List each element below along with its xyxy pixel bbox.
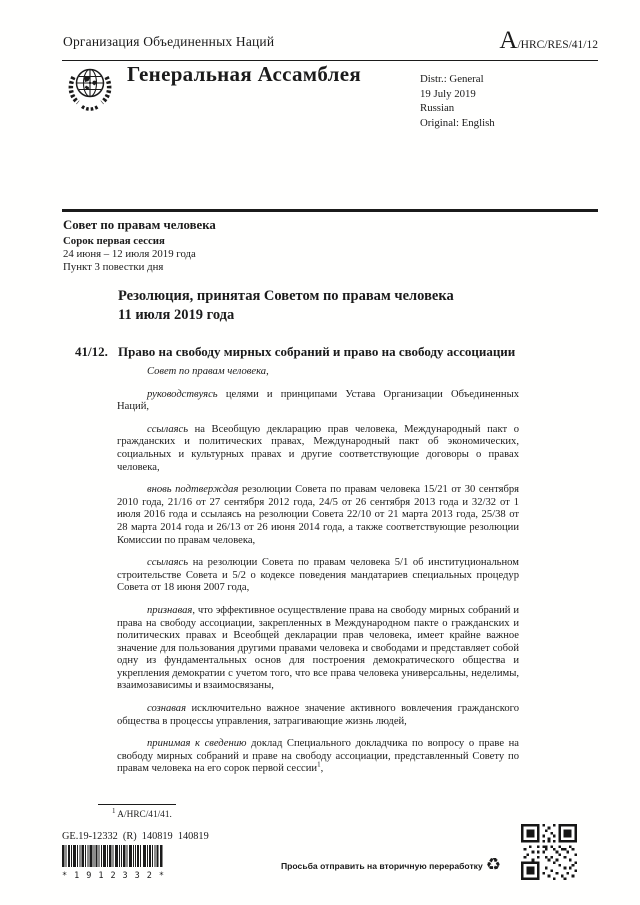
paragraph-lead: ссылаясь (147, 423, 189, 435)
paragraph-lead: ссылаясь (147, 557, 189, 569)
preamble-paragraph (117, 703, 519, 728)
barcode-icon (62, 845, 164, 867)
resolution-heading-line1: Резолюция, принятая Советом по правам человека (118, 288, 454, 304)
paragraph-lead: вновь подтверждая (147, 484, 239, 496)
un-emblem-icon (64, 64, 116, 121)
barcode-char: 2 (110, 871, 116, 881)
barcode-char: 2 (146, 871, 152, 881)
paragraph-lead: принимая к сведению (147, 738, 247, 750)
footnote (112, 806, 172, 820)
paragraph-text: , (266, 366, 269, 377)
barcode-char: 3 (134, 871, 140, 881)
distribution-block (420, 72, 495, 130)
header-divider-thick (62, 209, 598, 212)
language-line: Russian (420, 102, 455, 114)
session-dates: 24 июня – 12 июля 2019 года (63, 248, 196, 260)
paragraph-text: на резолюции Совета по правам человека 5/1 об институциональном строительстве Совета и 5/2 о кодексе поведения мандатариев специальных процедур Совета от 18 июня 2007 года, (117, 557, 519, 594)
agenda-item: Пункт 3 повестки дня (63, 261, 164, 273)
resolution-title: Право на свободу мирных собраний и право на свободу ассоциации (118, 344, 516, 359)
ge-document-number: GE.19-12332 (R) 140819 140819 (62, 831, 209, 842)
barcode-text (62, 871, 164, 881)
barcode-char: 9 (86, 871, 92, 881)
barcode-char: 1 (74, 871, 80, 881)
recycle-icon: ♻ (485, 855, 502, 875)
resolution-preamble (117, 366, 519, 786)
paragraph-text: целями и принципами Устава Организации Объединенных Наций, (117, 388, 519, 413)
session-name: Сорок первая сессия (63, 235, 165, 247)
resolution-number: 41/12. (75, 344, 108, 359)
barcode (62, 845, 164, 881)
preamble-paragraph (117, 424, 519, 474)
preamble-paragraph (117, 605, 519, 693)
paragraph-lead: руководствуясь (147, 388, 218, 400)
distr-line: Distr.: General (420, 73, 484, 85)
recycle-note-text: Просьба отправить на вторичную переработку (281, 860, 483, 871)
footnote-text: A/HRC/41/41. (115, 810, 172, 820)
barcode-char: * (158, 871, 164, 881)
preamble-paragraph (117, 484, 519, 547)
paragraph-lead: сознавая (147, 703, 187, 715)
assembly-title: Генеральная Ассамблея (127, 62, 362, 86)
paragraph-text: резолюции Совета по правам человека 15/21 от 30 сентября 2010 года, 21/16 от 27 сентября 2012 года, 24/5 от 26 сентября 2013 года и 32/32 от 1 июля 2016 года и ссылаясь на резолюции Совета 22/10 от 21 марта 2013 года, 25/38 от 28 марта 2014 года и 26/13 от 26 июня 2014 года, а также соответствующие резолюции Комиссии по правам человека, (117, 484, 520, 546)
original-language-line: Original: English (420, 116, 495, 129)
preamble-paragraph (117, 557, 519, 595)
resolution-heading (118, 287, 454, 325)
paragraph-text: , что эффективное осуществление права на свободу мирных собраний и права на свободу ассоциации, закрепленных в Международном пакте о гражданских и политических правах и Всеобщей декларации прав человека, имеет крайне важное значение для пользования другими правами человека и свободами и представляет собой одну из фундаментальных основ для построения демократического общества и укрепления демократии с учетом того, что все права человека универсальны, неделимы, взаимозависимы и взаимосвязаны, (117, 604, 519, 692)
document-symbol-number: /HRC/RES/41/12 (517, 39, 598, 51)
barcode-char: 1 (98, 871, 104, 881)
organization-name: Организация Объединенных Наций (63, 34, 275, 49)
paragraph-text: на Всеобщую декларацию прав человека, Международный пакт о гражданских и политических правах, Международный пакт об экономических, социальных и культурных правах и другие соответствующие договоры о правах человека, (117, 423, 519, 473)
preamble-paragraph (117, 389, 519, 414)
qr-code-icon (521, 824, 577, 885)
recycle-notice (281, 857, 501, 874)
paragraph-text: исключительно важное значение активного вовлечения гражданского общества в процессы управления, затрагивающие жизнь людей, (117, 703, 519, 727)
preamble-paragraph (117, 738, 519, 776)
resolution-heading-line2: 11 июля 2019 года (118, 307, 235, 323)
header-divider-thin (62, 60, 598, 61)
barcode-char: 3 (122, 871, 128, 881)
date-line: 19 July 2019 (420, 87, 476, 100)
footnote-marker: 1 (112, 806, 116, 815)
footnote-reference: 1 (317, 760, 321, 769)
council-name: Совет по правам человека (63, 218, 216, 232)
resolution-title-row (75, 344, 565, 360)
preamble-paragraph (117, 366, 519, 379)
document-symbol (499, 27, 598, 55)
paragraph-tail: , (320, 763, 324, 775)
barcode-char: * (62, 871, 68, 881)
paragraph-text: доклад Специального докладчика по вопросу о праве на свободу мирных собраний и праве на свободу ассоциации, представленный Совету по правам человека на его сорок первой сессии (117, 738, 519, 775)
footnote-separator (98, 804, 176, 805)
session-block (63, 219, 216, 274)
paragraph-lead: признавая (147, 604, 193, 616)
paragraph-lead: Совет по правам человека (147, 366, 267, 377)
document-symbol-letter: A (499, 27, 518, 54)
